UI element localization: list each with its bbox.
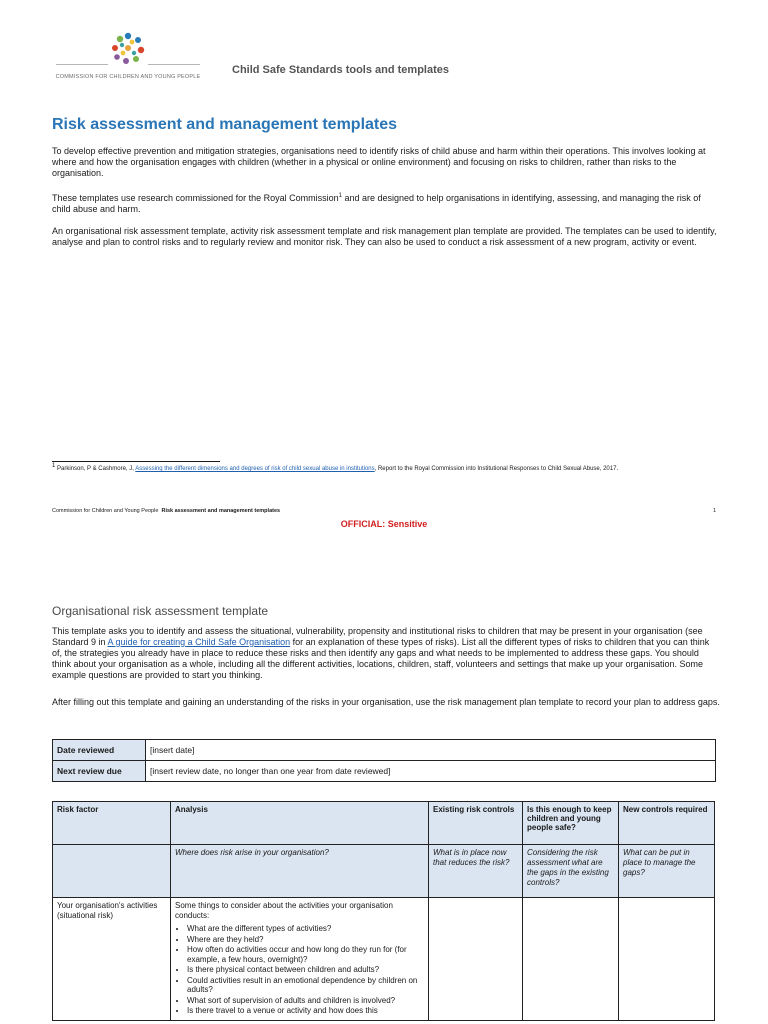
col-header-is-enough: Is this enough to keep children and young people safe?: [523, 802, 619, 845]
template-followup-paragraph: After filling out this template and gaining an understanding of the risks in your organisation, use the risk management plan template to record your plan to address gaps.: [52, 697, 720, 707]
page-number: 1: [712, 508, 716, 514]
table-row: [53, 740, 716, 761]
analysis-cell[interactable]: [171, 898, 429, 1021]
research-text-a: These templates use research commissioned for the Royal Commission: [52, 193, 339, 203]
research-text-b: and are designed to help organisations in identifying, assessing, and managing the risk of child abuse and harm.: [52, 193, 701, 214]
header-title: Child Safe Standards tools and templates: [232, 64, 449, 76]
research-paragraph: [52, 193, 720, 215]
logo-text: COMMISSION FOR CHILDREN AND YOUNG PEOPLE: [55, 74, 201, 80]
guide-cell-analysis: Where does risk arise in your organisation?: [171, 845, 429, 898]
list-item: • Could activities result in an emotional dependence by children on adults?: [187, 976, 424, 995]
template-intro-b: for an explanation of these types of risks). List all the different types of risks to children that you can think of, the strategies you already have in place to reduce these risks and then identify any gaps and what needs to be implemented to address these gaps. You should think about your organisation as a whole, including all the different activities, locations, children, staff, volunteers and settings that make up your organisation. Some example questions are provided to start you thinking.: [52, 637, 710, 680]
template-intro-paragraph: [52, 626, 720, 681]
col-header-new-controls: New controls required: [619, 802, 715, 845]
ccyp-logo: [52, 28, 204, 80]
templates-paragraph: An organisational risk assessment template, activity risk assessment template and risk management plan template are provided. The templates can be used to identify, analyse and plan to control risks and to regularly review and monitor risk. They can also be used to conduct a risk assessment of a new program, activity or event.: [52, 226, 717, 247]
list-item: • What are the different types of activities?: [187, 924, 424, 934]
next-review-field[interactable]: [insert review date, no longer than one year from date reviewed]: [146, 761, 716, 782]
logo-emblem-icon: [52, 28, 204, 72]
list-item: • What sort of supervision of adults and children is involved?: [187, 996, 424, 1006]
table-row: [53, 761, 716, 782]
review-date-table: [52, 739, 716, 782]
template-intro-a: This template asks you to identify and assess the situational, vulnerability, propensity and institutional risks to children that may be present in your organisation (see Standard 9 in: [52, 626, 703, 647]
is-enough-cell[interactable]: [523, 898, 619, 1021]
col-header-risk-factor: Risk factor: [53, 802, 171, 845]
analysis-intro: Some things to consider about the activities your organisation conducts:: [175, 901, 393, 920]
footnote-link[interactable]: Assessing the different dimensions and degrees of risk of child sexual abuse in institutions: [135, 466, 375, 472]
guide-link[interactable]: A guide for creating a Child Safe Organisation: [107, 637, 291, 647]
col-header-existing-controls: Existing risk controls: [429, 802, 523, 845]
guide-cell-enough: Considering the risk assessment what are the gaps in the existing controls?: [523, 845, 619, 898]
guide-cell-new: What can be put in place to manage the gaps?: [619, 845, 715, 898]
list-item: • How often do activities occur and how long do they run for (for example, a few hours, overnight)?: [187, 945, 424, 964]
date-reviewed-label: Date reviewed: [53, 740, 146, 761]
footnote: [52, 465, 720, 473]
risk-assessment-table: [52, 801, 715, 1021]
analysis-question-list: [175, 924, 424, 1016]
next-review-label: Next review due: [53, 761, 146, 782]
footer-doc-title: Risk assessment and management templates: [161, 508, 281, 514]
table-header-row: [53, 802, 715, 845]
footnote-text-a: Parkinson, P & Cashmore, J,: [55, 466, 136, 472]
list-item: • Where are they held?: [187, 935, 424, 945]
footnote-number: 1: [52, 463, 56, 469]
intro-paragraph: To develop effective prevention and mitigation strategies, organisations need to identify risks of child abuse and harm within their operations. This involves looking at where and how the organisation engages with children (whether in a physical or online environment) and focusing on risks to children, rather than risks to the organisation.: [52, 146, 706, 178]
section-heading: Organisational risk assessment template: [52, 604, 269, 618]
page-title: Risk assessment and management templates: [52, 116, 398, 133]
footnote-rule: [52, 461, 220, 462]
footnote-text-b: , Report to the Royal Commission into Institutional Responses to Child Sexual Abuse, 2017.: [374, 466, 619, 472]
classification-label: OFFICIAL: Sensitive: [340, 519, 428, 529]
date-reviewed-field[interactable]: [insert date]: [146, 740, 716, 761]
guide-row: [53, 845, 715, 898]
table-row: [53, 898, 715, 1021]
footnote-ref[interactable]: 1: [338, 193, 342, 199]
list-item: • Is there travel to a venue or activity and how does this: [187, 1006, 424, 1016]
existing-controls-cell[interactable]: [429, 898, 523, 1021]
page-footer: [52, 508, 720, 514]
list-item: • Is there physical contact between children and adults?: [187, 965, 424, 975]
col-header-analysis: Analysis: [171, 802, 429, 845]
guide-cell-risk-factor: [53, 845, 171, 898]
footer-org: Commission for Children and Young People: [52, 508, 159, 514]
guide-cell-existing: What is in place now that reduces the risk?: [429, 845, 523, 898]
new-controls-cell[interactable]: [619, 898, 715, 1021]
risk-factor-cell[interactable]: Your organisation's activities (situational risk): [53, 898, 171, 1021]
